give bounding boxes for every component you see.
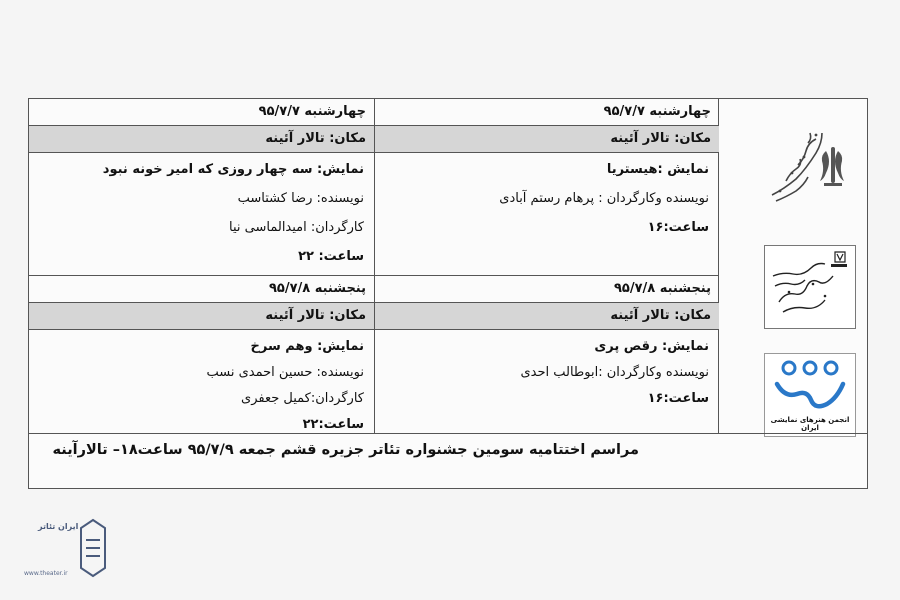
cultural-center-logo	[764, 245, 856, 329]
date-row: چهارشنبه ۹۵/۷/۷	[29, 99, 374, 126]
schedule-cell-bottom-right	[374, 275, 719, 433]
show-title: نمایش: وهم سرخ	[250, 339, 364, 354]
author: نویسنده: حسین احمدی نسب	[206, 365, 364, 380]
show-time: ساعت:۲۲	[302, 417, 364, 432]
schedule-cell-bottom-left	[29, 275, 374, 433]
show-title: نمایش: رقص پری	[594, 339, 709, 354]
schedule-sheet	[28, 98, 868, 489]
anjoman-logo	[764, 353, 856, 437]
date-row: چهارشنبه ۹۵/۷/۷	[375, 99, 719, 126]
date-row: پنجشنبه ۹۵/۷/۸	[29, 276, 374, 303]
author-director: نویسنده وکارگردان :ابوطالب احدی	[520, 365, 709, 380]
schedule-cell-top-left	[29, 99, 374, 275]
footer-url: www.theater.ir	[24, 570, 68, 577]
author-director: نویسنده وکارگردان : پرهام رستم آبادی	[499, 191, 709, 206]
schedule-grid	[29, 99, 719, 433]
closing-ceremony-row	[29, 433, 867, 489]
logo-column	[719, 99, 867, 433]
show-time: ساعت: ۲۲	[298, 249, 364, 264]
iran-theater-watermark	[18, 518, 98, 582]
anjoman-caption: انجمن هنرهای نمایشی ایران	[770, 416, 850, 432]
date-row: پنجشنبه ۹۵/۷/۸	[375, 276, 719, 303]
closing-ceremony-text: مراسم اختتامیه سومین جشنواره تئاتر جزیره قشم جمعه ۹۵/۷/۹ ساعت۱۸– تالارآینه	[52, 442, 639, 458]
place-row: مکان: تالار آئینه	[375, 126, 719, 153]
footer-name: ایران تئاتر	[38, 522, 79, 531]
ministry-emblem-logo	[764, 121, 854, 213]
schedule-cell-top-right	[374, 99, 719, 275]
show-time: ساعت:۱۶	[647, 391, 709, 406]
director: کارگردان:کمیل جعفری	[241, 391, 364, 406]
show-title: نمایش: سه چهار روزی که امیر خونه نبود	[102, 162, 364, 177]
place-row: مکان: تالار آئینه	[375, 303, 719, 330]
place-row: مکان: تالار آئینه	[29, 303, 374, 330]
show-time: ساعت:۱۶	[647, 220, 709, 235]
place-row: مکان: تالار آئینه	[29, 126, 374, 153]
author: نویسنده: رضا کشتاسب	[237, 191, 364, 206]
show-title: نمایش :هیستریا	[606, 162, 709, 177]
director: کارگردان: امیدالماسی نیا	[229, 220, 364, 235]
